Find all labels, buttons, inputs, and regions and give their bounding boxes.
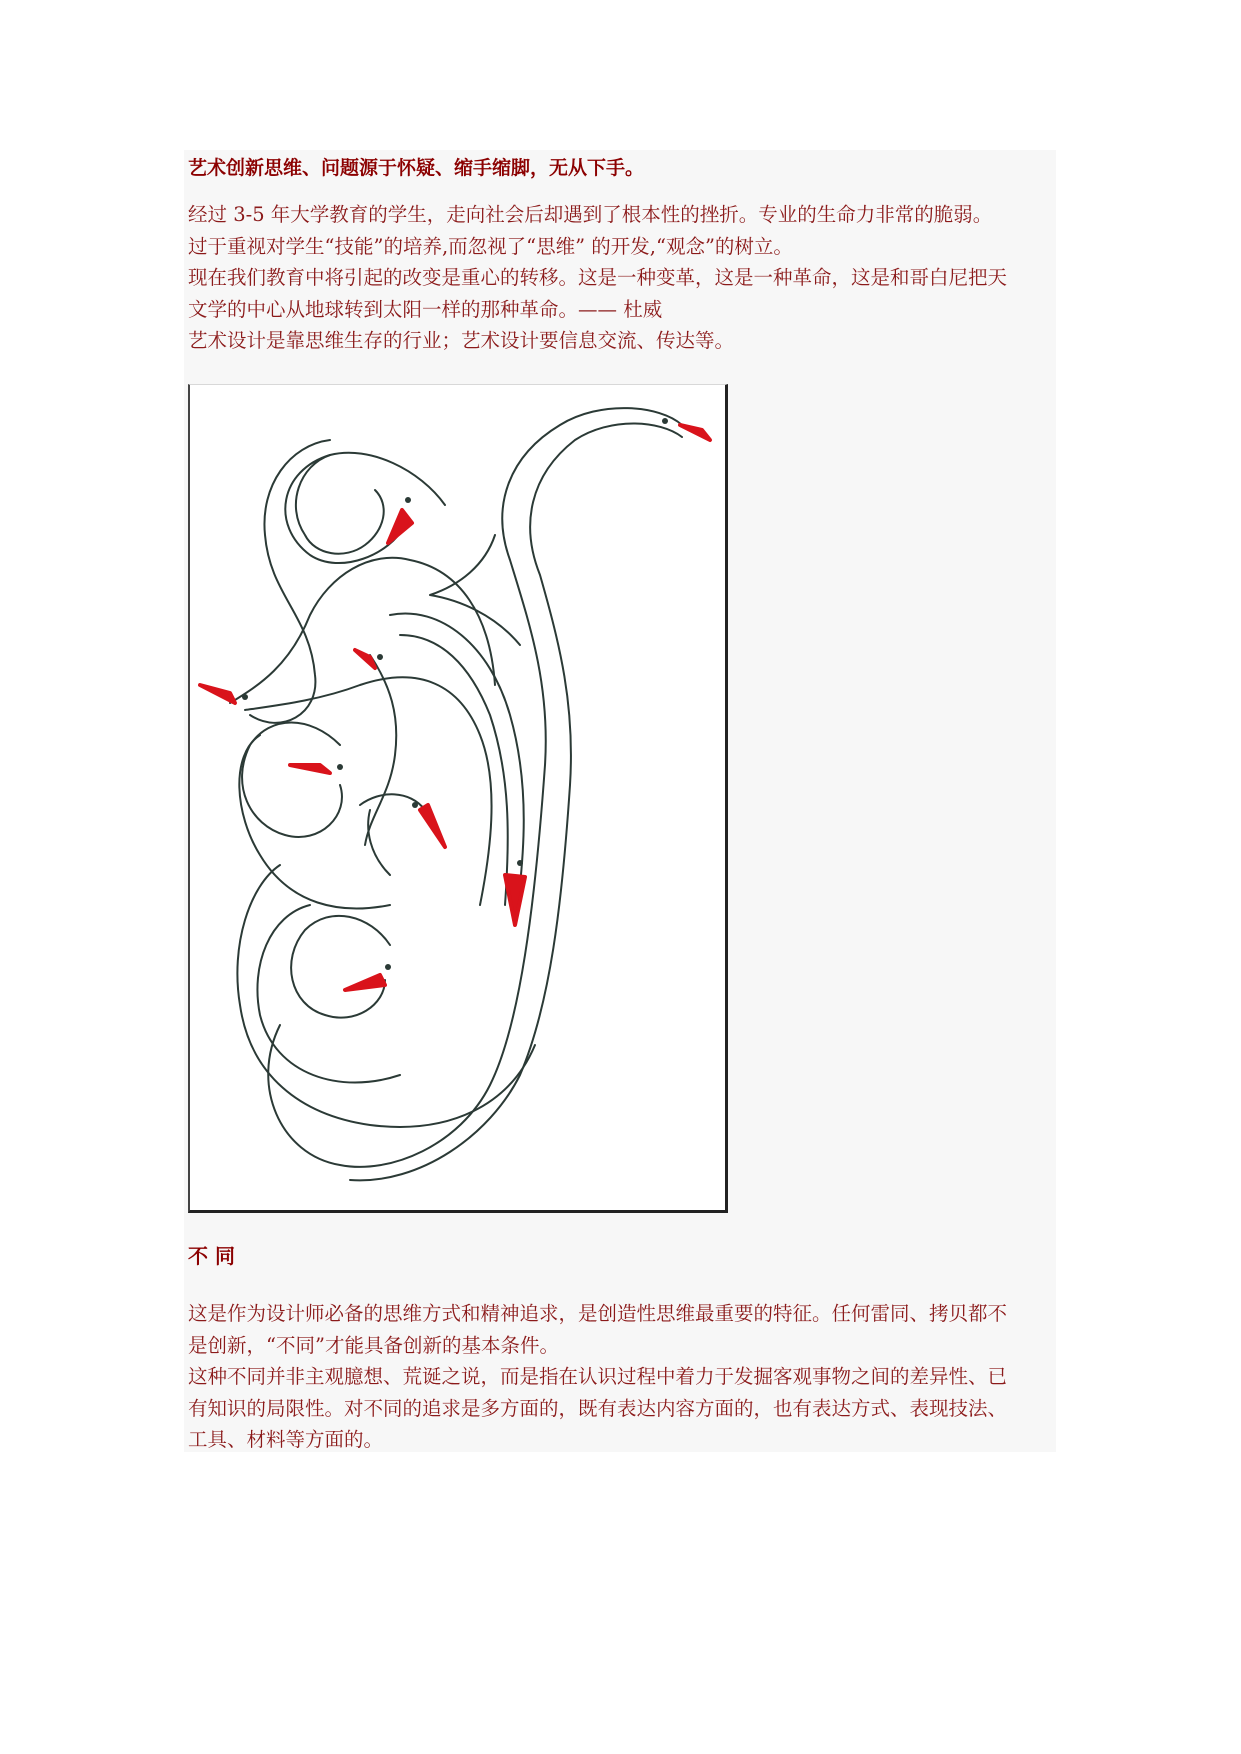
swan-beak — [290, 765, 330, 773]
swan-outline — [245, 677, 492, 905]
section-line: 这种不同并非主观臆想、荒诞之说，而是指在认识过程中着力于发掘客观事物之间的差异性、已 — [188, 1365, 1008, 1388]
swan-beak — [355, 650, 375, 668]
intro-line: 过于重视对学生“技能”的培养,而忽视了“思维” 的开发,“观念”的树立。 — [188, 234, 793, 258]
swan-eye — [385, 964, 391, 970]
swan-outline — [268, 408, 682, 1167]
swan-beak — [200, 685, 235, 703]
swan-eye — [337, 764, 343, 770]
section-line: 是创新，“不同”才能具备创新的基本条件。 — [188, 1333, 559, 1357]
swan-beak — [388, 510, 412, 543]
swan-eye — [377, 654, 383, 660]
intro-line: 现在我们教育中将引起的改变是重心的转移。这是一种变革，这是一种革命，这是和哥白尼把天 — [188, 266, 1008, 289]
swan-outline — [350, 424, 682, 1181]
swan-eye — [412, 802, 418, 808]
swan-drawing — [190, 385, 725, 1211]
swan-beak — [505, 875, 525, 925]
section-title: 不 同 — [188, 1244, 235, 1268]
intro-line: 文学的中心从地球转到太阳一样的那种革命。—— 杜威 — [188, 297, 663, 321]
swan-eye — [405, 497, 411, 503]
swan-eye — [662, 418, 668, 424]
swan-outline — [291, 916, 390, 1018]
section-line: 有知识的局限性。对不同的追求是多方面的，既有表达内容方面的，也有表达方式、表现技法、 — [188, 1396, 1008, 1420]
intro-paragraph — [188, 199, 1054, 357]
swan-beak — [680, 425, 710, 440]
swan-outline — [296, 455, 384, 554]
eye-group — [242, 418, 668, 970]
swan-eye — [242, 694, 248, 700]
swan-outline — [237, 865, 535, 1127]
swan-illustration — [188, 384, 728, 1213]
swan-beak — [345, 975, 385, 990]
section-line: 工具、材料等方面的。 — [188, 1428, 384, 1451]
page-heading: 艺术创新思维、问题源于怀疑、缩手缩脚，无从下手。 — [188, 157, 645, 179]
section-line: 这是作为设计师必备的思维方式和精神追求，是创造性思维最重要的特征。任何雷同、拷贝都不 — [188, 1302, 1008, 1325]
swan-eye — [517, 860, 523, 866]
swan-outline — [368, 810, 390, 875]
swan-outline — [242, 723, 342, 837]
intro-line: 艺术设计是靠思维生存的行业；艺术设计要信息交流、传达等。 — [188, 329, 735, 352]
beak-group — [200, 425, 710, 990]
intro-line: 经过 3-5 年大学教育的学生，走向社会后却遇到了根本性的挫折。专业的生命力非常的脆弱。 — [188, 203, 993, 226]
swan-outline — [400, 635, 508, 905]
section-paragraph — [188, 1298, 1054, 1456]
swan-beak — [420, 805, 445, 847]
